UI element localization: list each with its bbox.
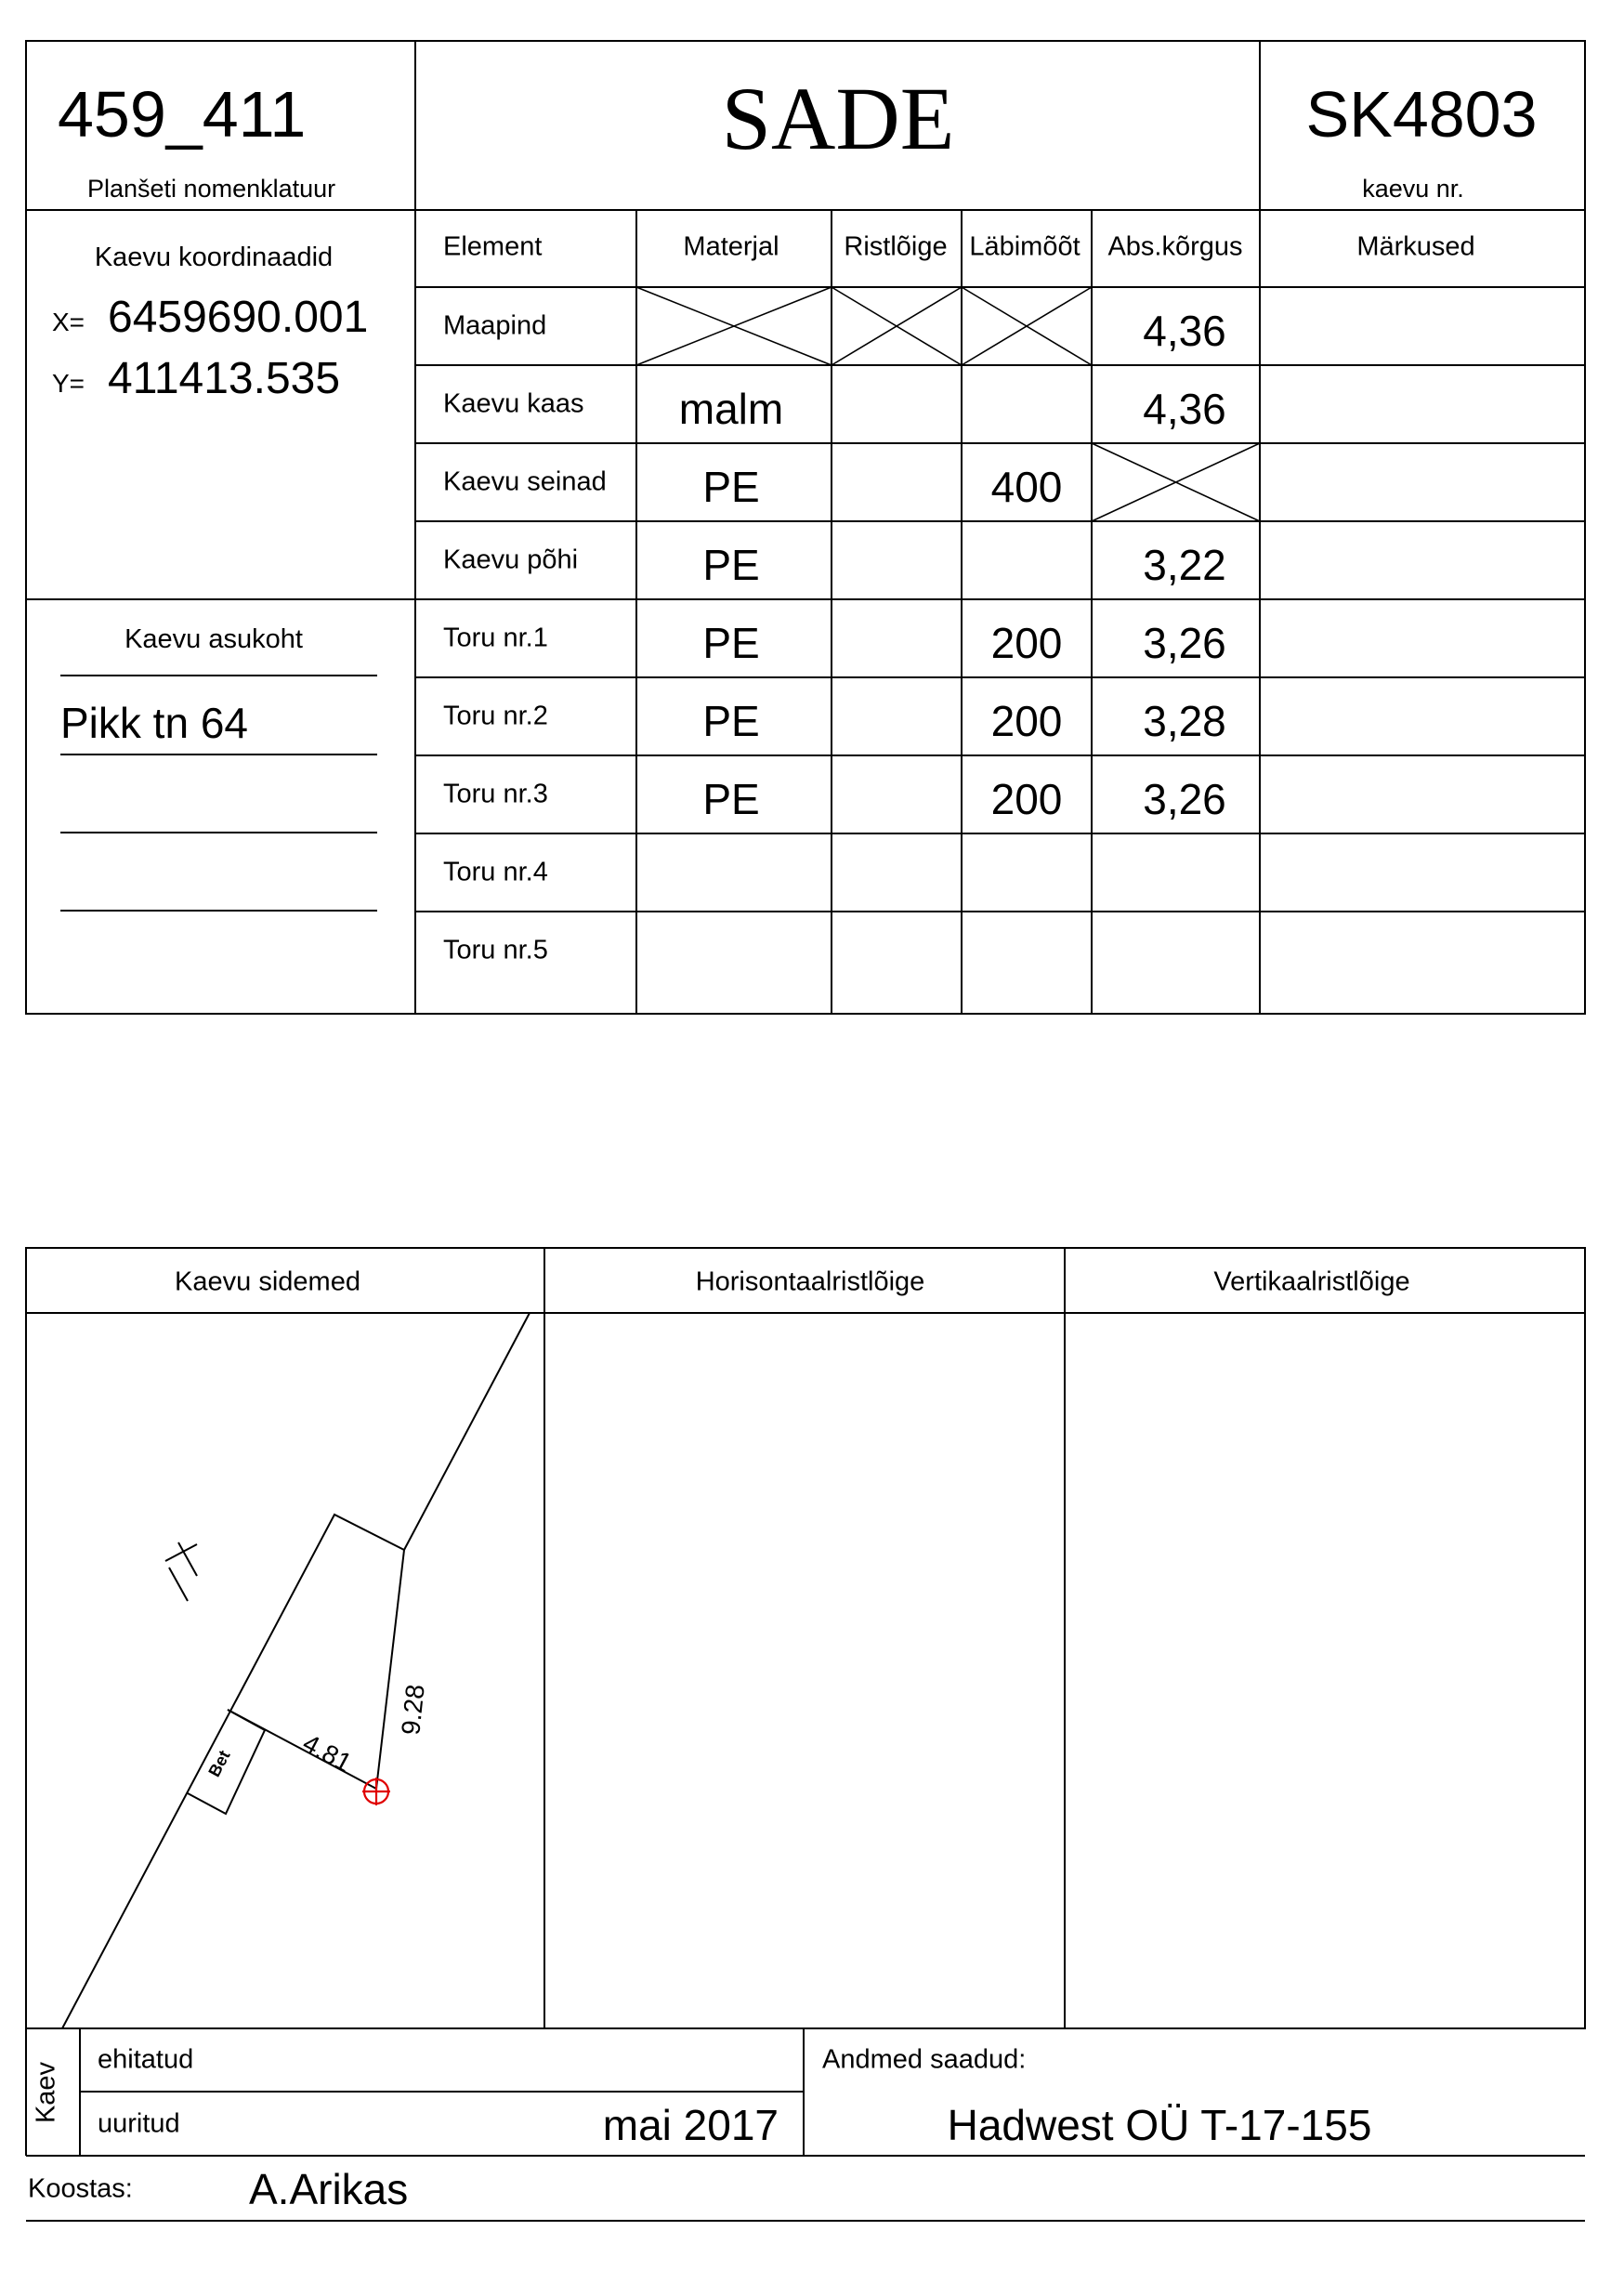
dimension-label-4-81: 4.81 <box>297 1728 357 1778</box>
source-label: Andmed saadud: <box>822 2044 1027 2075</box>
header-diameter: Läbimõõt <box>969 231 1080 262</box>
building-outline <box>62 1515 404 2028</box>
cell-diameter: 400 <box>990 463 1063 511</box>
cell-element: Toru nr.4 <box>443 857 548 887</box>
cell-material: malm <box>678 385 784 433</box>
source-value: Hadwest OÜ T-17-155 <box>947 2101 1372 2149</box>
slab-label: Bet <box>204 1747 234 1780</box>
cell-material: PE <box>702 775 760 823</box>
cell-element: Toru nr.2 <box>443 701 548 731</box>
cell-material: PE <box>702 697 760 745</box>
author-value: A.Arikas <box>249 2165 409 2213</box>
cell-elevation: 4,36 <box>1143 307 1226 355</box>
x-label: X= <box>52 308 85 336</box>
cell-elevation: 4,36 <box>1143 385 1226 433</box>
sheet-number: 459_411 <box>58 78 307 151</box>
cell-elevation: 3,26 <box>1143 775 1226 823</box>
vertical-section-title: Vertikaalristlõige <box>1213 1266 1410 1297</box>
cell-element: Kaevu põhi <box>443 545 579 575</box>
cell-elevation: 3,22 <box>1143 541 1226 589</box>
dimension-label-9-28: 9.28 <box>396 1683 430 1737</box>
y-label: Y= <box>52 369 85 398</box>
cell-diameter: 200 <box>990 697 1063 745</box>
header-notes: Märkused <box>1356 231 1475 262</box>
built-label: ehitatud <box>98 2044 194 2075</box>
ties-sketch <box>62 1313 530 2028</box>
header-material: Materjal <box>683 231 779 262</box>
well-number: SK4803 <box>1305 78 1538 151</box>
header-element: Element <box>443 231 543 262</box>
horizontal-section-title: Horisontaalristlõige <box>695 1266 925 1297</box>
building-h-mark <box>178 1542 197 1576</box>
coords-title: Kaevu koordinaadid <box>94 243 334 272</box>
surveyed-label: uuritud <box>98 2108 180 2139</box>
header-elevation: Abs.kõrgus <box>1107 231 1243 262</box>
cell-diameter: 200 <box>990 619 1063 667</box>
y-value: 411413.535 <box>108 354 341 403</box>
cell-material: PE <box>702 619 760 667</box>
drawing-frame <box>26 1248 1585 2028</box>
author-label: Koostas: <box>28 2173 133 2204</box>
footer-side-label: Kaev <box>31 2061 61 2124</box>
street-edge-line <box>404 1313 530 1550</box>
location-title: Kaevu asukoht <box>124 624 303 654</box>
x-value: 6459690.001 <box>108 293 369 342</box>
cell-element: Kaevu seinad <box>443 466 607 497</box>
cell-element: Toru nr.5 <box>443 935 548 965</box>
cell-elevation: 3,26 <box>1143 619 1226 667</box>
cell-element: Maapind <box>443 310 547 341</box>
cell-elevation: 3,28 <box>1143 697 1226 745</box>
well-marker-icon <box>362 1778 390 1805</box>
dimension-line-9-28 <box>376 1550 404 1789</box>
sheet-caption: Planšeti nomenklatuur <box>87 175 336 203</box>
cell-element: Toru nr.1 <box>443 623 548 653</box>
header-section: Ristlõige <box>844 231 948 262</box>
cell-element: Toru nr.3 <box>443 779 548 809</box>
cell-material: PE <box>702 541 760 589</box>
cell-element: Kaevu kaas <box>443 388 584 419</box>
ties-title: Kaevu sidemed <box>175 1266 360 1297</box>
cell-material: PE <box>702 463 760 511</box>
well-caption: kaevu nr. <box>1362 175 1464 203</box>
location-line-1: Pikk tn 64 <box>60 699 248 747</box>
network-type-title: SADE <box>721 69 955 168</box>
surveyed-value: mai 2017 <box>602 2101 779 2149</box>
cell-diameter: 200 <box>990 775 1063 823</box>
